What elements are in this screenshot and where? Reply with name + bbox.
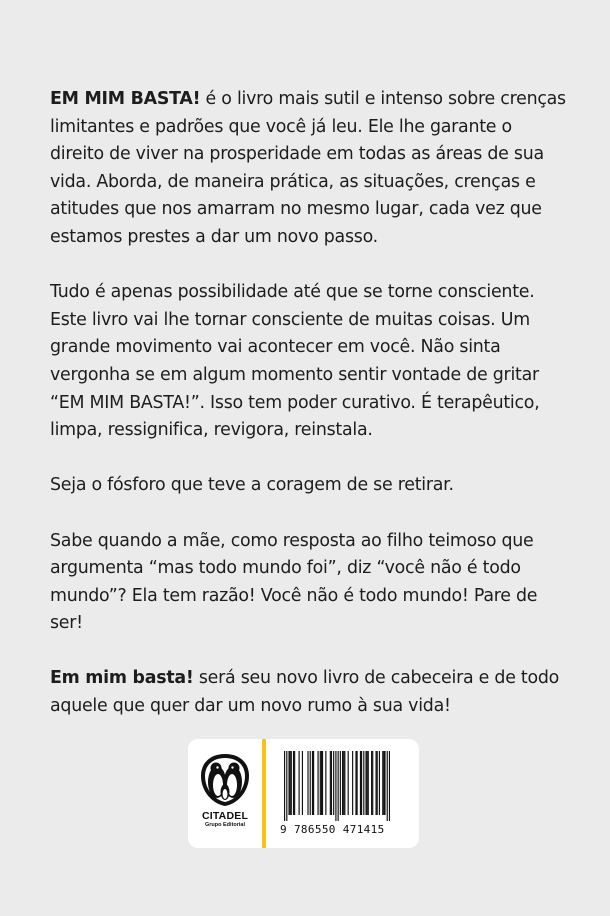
barcode-bar: [355, 751, 356, 815]
paragraph-3-text: Seja o fósforo que teve a coragem de se retirar.: [50, 475, 454, 496]
paragraph-5-bold: Em mim basta!: [50, 668, 194, 689]
publisher-subtitle: Grupo Editorial: [204, 822, 246, 828]
barcode-bar: [320, 751, 321, 815]
barcode-bar: [382, 751, 383, 815]
barcode-bar: [384, 751, 385, 815]
barcode-bar: [291, 751, 292, 815]
barcode-bar: [293, 751, 294, 815]
barcode-bar: [313, 751, 314, 815]
barcode-bar: [383, 751, 384, 815]
accent-divider: [262, 739, 266, 848]
barcode-bar: [299, 751, 300, 815]
barcode-bar: [348, 751, 349, 815]
paragraph-2: [50, 279, 570, 445]
barcode-bar: [387, 751, 388, 821]
barcode-bar: [372, 751, 373, 815]
publisher-barcode-card: [188, 739, 419, 848]
back-cover-text: [50, 86, 570, 748]
paragraph-1-bold: EM MIM BASTA!: [50, 89, 201, 109]
barcode-bar: [335, 751, 336, 821]
barcode-bar: [379, 751, 380, 815]
barcode-bar: [288, 751, 289, 815]
publisher-logo: [188, 739, 262, 848]
barcode-bar: [330, 751, 331, 815]
barcode-bar: [322, 751, 323, 815]
barcode-bar: [368, 751, 369, 815]
barcode-bar: [307, 751, 308, 815]
barcode-bar: [333, 751, 334, 815]
paragraph-2-text: Tudo é apenas possibilidade até que se torne consciente. Este livro vai lhe tornar consciente de muitas coisas. Um grande movimento vai acontecer em você. Não sinta vergonha se em algum momento sentir vontade de gritar “EM MIM BASTA!”. Isso tem poder curativo. É terapêutico, limpa, ressignifica, revigora, reinstala.: [50, 282, 540, 441]
barcode-bar: [338, 751, 339, 821]
barcode-bar: [352, 751, 353, 815]
barcode-bar: [317, 751, 318, 815]
paragraph-4-text: Sabe quando a mãe, como resposta ao filho teimoso que argumenta “mas todo mundo foi”, diz “você não é todo mundo”? Ela tem razão! Você não é todo mundo! Pare de ser!: [50, 530, 538, 634]
barcode-bar: [377, 751, 378, 815]
barcode-bar: [294, 751, 295, 815]
barcode-bar: [389, 751, 390, 821]
paragraph-5-text: será seu novo livro de cabeceira e de todo aquele que quer dar um novo rumo à sua vida!: [50, 668, 560, 717]
isbn-number: 9 786550 471415: [280, 823, 385, 836]
barcode-bar: [343, 751, 344, 815]
barcode-bar: [365, 751, 366, 815]
barcode-bar: [361, 751, 362, 815]
barcode-bar: [302, 751, 303, 815]
barcode-bar: [344, 751, 345, 815]
barcode-bar: [284, 751, 285, 821]
paragraph-1: [50, 86, 570, 252]
barcode-bar: [290, 751, 291, 815]
isbn-barcode: [284, 751, 390, 821]
barcode-bar: [371, 751, 372, 815]
barcode-bar: [357, 751, 358, 815]
barcode-bar: [310, 751, 311, 815]
barcode-bar: [363, 751, 364, 815]
paragraph-1-text: é o livro mais sutil e intenso sobre crenças limitantes e padrões que você já leu. Ele lhe garante o direito de viver na prosperidade em todas as áreas de sua vida. Aborda, de maneira prática, as situações, crenças e atitudes que nos amarram no mesmo lugar, cada vez que estamos prestes a dar um novo passo.: [50, 89, 566, 247]
paragraph-4: [50, 528, 570, 638]
barcode-bar: [340, 751, 341, 815]
paragraph-3: [50, 472, 570, 500]
barcode-bar: [286, 751, 287, 821]
penguins-logo-icon: [197, 752, 253, 808]
barcode-bar: [331, 751, 332, 815]
paragraph-5: [50, 665, 570, 720]
barcode-bar: [375, 751, 376, 815]
barcode-bar: [325, 751, 326, 815]
barcode-bar: [360, 751, 361, 815]
barcode-bar: [321, 751, 322, 815]
barcode-bar: [342, 751, 343, 815]
barcode-bar: [367, 751, 368, 815]
publisher-name: CITADEL: [201, 810, 249, 822]
barcode-bar: [312, 751, 313, 815]
